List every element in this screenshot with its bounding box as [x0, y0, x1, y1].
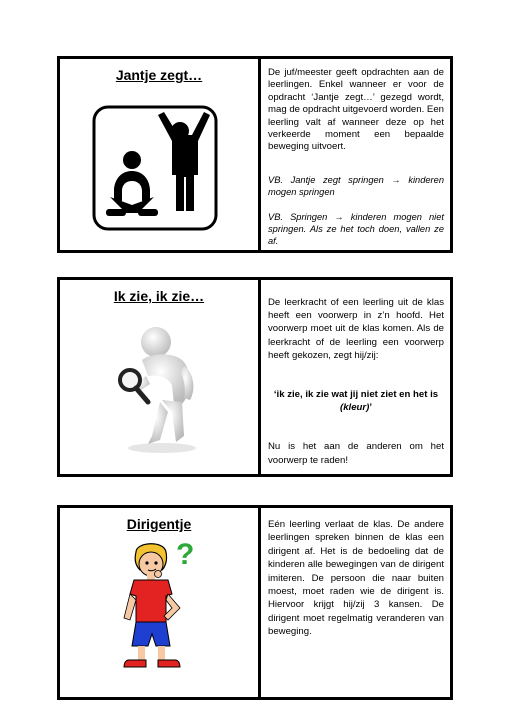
example-text-2: VB. Springen → kinderen mogen niet springen. Als ze het toch doen, vallen ze af. [268, 211, 444, 247]
card-image-panel [60, 59, 261, 250]
magnifying-glass-figure-icon [112, 316, 212, 456]
card-title: Jantje zegt… [115, 67, 203, 83]
person-squatting-and-jumping-icon [92, 105, 218, 231]
card-description [261, 508, 450, 697]
example-text-1: VB. Jantje zegt springen → kinderen mogen springen [268, 174, 444, 198]
quote-text [268, 388, 444, 414]
quote-end: ’ [369, 402, 372, 414]
card-description [261, 59, 450, 250]
card-image-panel [60, 508, 261, 697]
rules-text: De juf/meester geeft opdrachten aan de leerlingen. Enkel wanneer er voor de opdracht ‘Jantje zegt…’ gezegd wordt, mag de opdracht uitgevoerd worden. Een leerling valt af wanneer deze op het verkeerde moment een bepaalde beweging uitvoert. [268, 67, 444, 153]
svg-text:?: ? [176, 538, 195, 571]
rules-text: Eén leerling verlaat de klas. De andere leerlingen spreken binnen de klas een dirigent af. Het is de bedoeling dat de kinderen alle bewegingen van de dirigent imiteren. De persoon die naar buiten moest, moet raden wie de dirigent is. Hiervoor krijgt hij/zij 3 kansen. De dirigent moet regelmatig veranderen van beweging. [268, 519, 444, 638]
card-description [261, 280, 450, 474]
quote-main: ‘ik zie, ik zie wat jij niet ziet en het is [273, 389, 439, 401]
quote-color: (kleur) [340, 402, 370, 414]
thinking-boy-question-mark-icon [114, 538, 206, 670]
card-title: Dirigentje [126, 516, 192, 532]
followup-text: Nu is het aan de anderen om het voorwerp te raden! [268, 441, 444, 466]
game-card-jantje-zegt [57, 56, 453, 253]
game-card-ik-zie [57, 277, 453, 477]
game-card-dirigentje [57, 505, 453, 700]
card-title: Ik zie, ik zie… [113, 288, 205, 304]
rules-text: De leerkracht of een leerling uit de klas heeft een voorwerp in z’n hoofd. Het voorwerp moet uit de klas komen. Als de leerkracht of de leerling een voorwerp heeft gekozen, zegt hij/zij: [268, 297, 444, 361]
card-image-panel [60, 280, 261, 474]
